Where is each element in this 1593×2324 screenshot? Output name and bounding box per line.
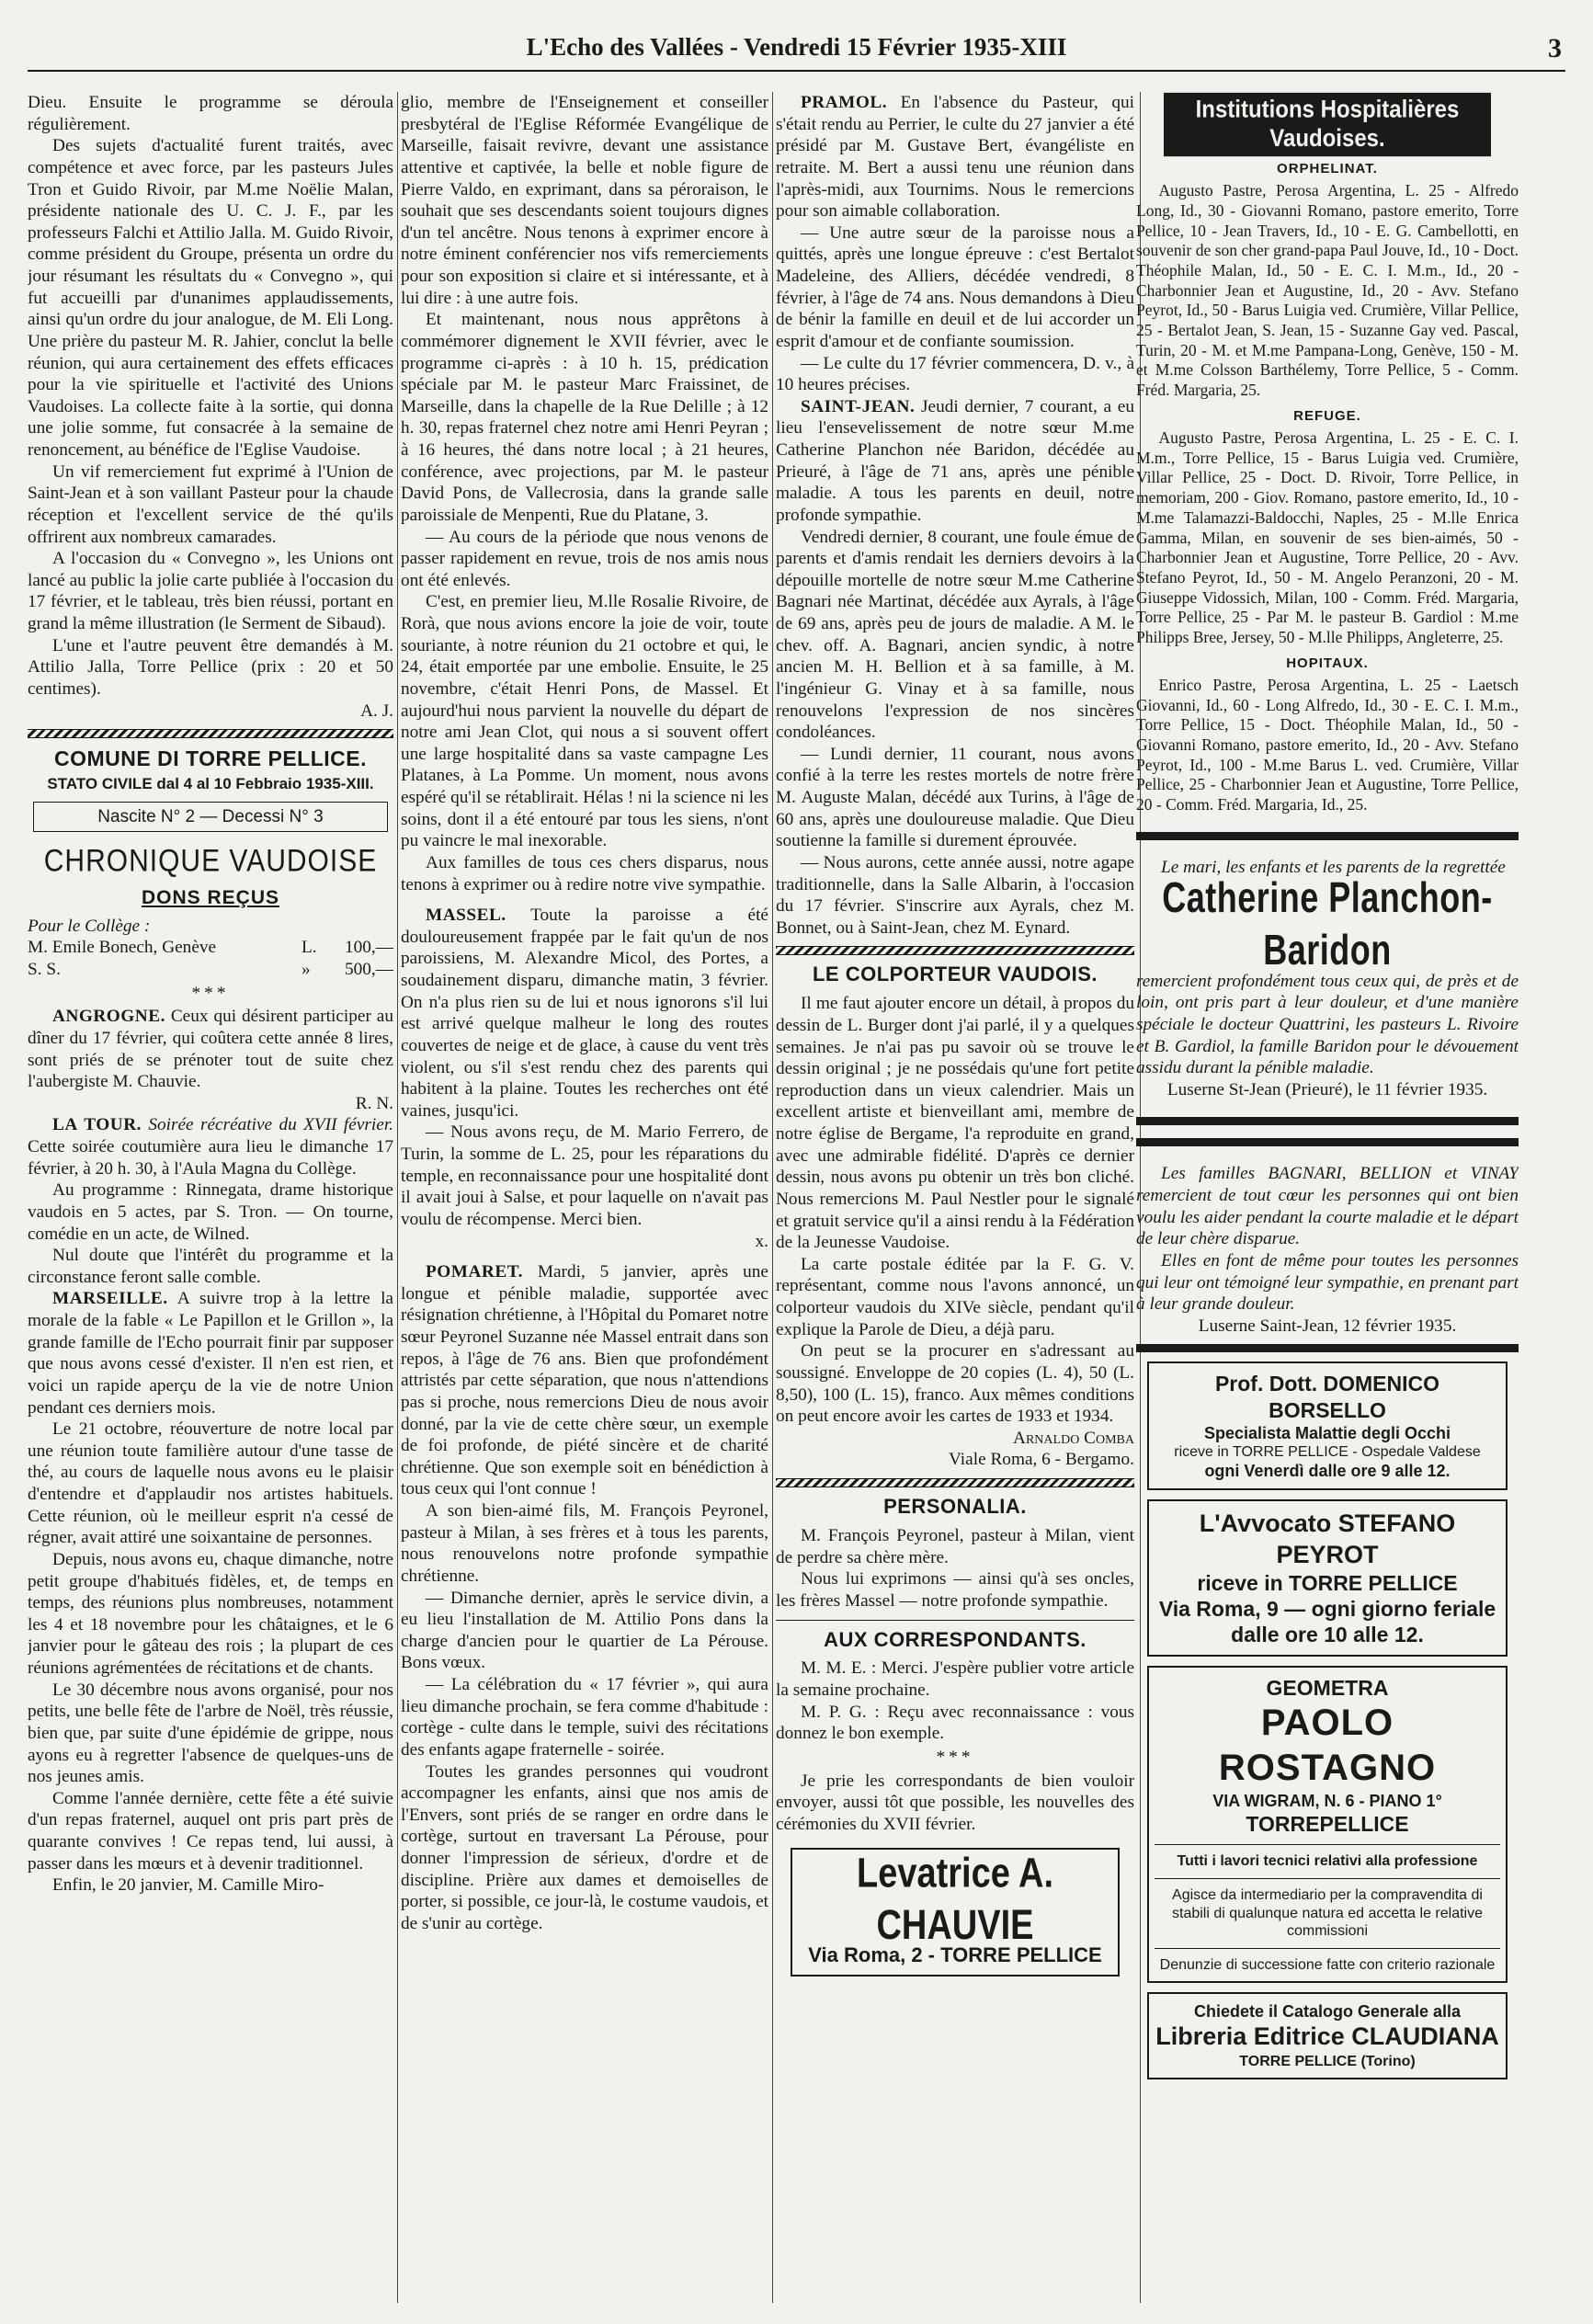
paragraph: — Dimanche dernier, après le service divin, a eu lieu l'installation de M. Attilio Pons dans la charge d'ancien pour le quartier de La Pérouse. Bons vœux. — [401, 1588, 768, 1673]
black-rule — [1136, 1117, 1519, 1125]
commune-title: COMUNE DI TORRE PELLICE. — [54, 746, 367, 771]
institutions-heading: Institutions Hospitalières Vaudoises. — [1164, 93, 1491, 156]
signature: A. J. — [360, 701, 393, 721]
paragraph: — Nous aurons, cette année aussi, notre agape traditionnelle, dans la Salle Albarin, à l'occasion du 17 février. S'inscrire aux Ayrals, chez M. Bonnet, ou à Saint-Jean, chez M. Eynard. — [776, 852, 1134, 938]
ornamental-rule — [776, 946, 1134, 955]
column-1 — [28, 92, 393, 2303]
paragraph: Enfin, le 20 janvier, M. Camille Miro- — [52, 1875, 324, 1896]
paragraph: A l'occasion du « Convegno », les Unions ont lancé au public la jolie carte publiée à l'occasion du 17 février, et le tableau, très bien réussi, portant en grand la même illustration (le Serment de Sibaud). — [28, 549, 393, 633]
paragraph: Comme l'année dernière, cette fête a été suivie d'un repas fraternel, auquel ont pris part près de quarante convives ! Ce repas tend, lui aussi, à passer dans les mœurs et à devenir traditionnel. — [28, 1788, 393, 1874]
paragraph: Toutes les grandes personnes qui voudront accompagner les enfants, ainsi que nos amis de l'Envers, sont priés de se ranger en ordre dans le cortège, surtout en traversant La Pérouse, pour donner l'impression de sérieux, d'ordre et de discipline. Prière aux dames et demoiselles de porter, si possible, ce jour-là, le costume vaudois, et de s'unir au cortège. — [401, 1761, 768, 1933]
article-angrogne: ANGROGNE. Ceux qui désirent participer au dîner du 17 février, qui coûtera cette année 8 lires, sont priés de se prénoter tout de suite chez l'aubergiste M. Chauvie. — [28, 1007, 393, 1092]
gift-row: S. S. » 500,— — [28, 960, 393, 980]
divider — [776, 1620, 1134, 1621]
notice2-p2: Elles en font de même pour toutes les personnes qui leur ont témoigné leur sympathie, en prenant part à leur grande douleur. — [1136, 1250, 1519, 1315]
black-rule — [1136, 832, 1519, 840]
paragraph: Aux familles de tous ces chers disparus, nous tenons à exprimer ou à redire notre vive sympathie. — [401, 852, 768, 894]
hopitaux-list: Enrico Pastre, Perosa Argentina, L. 25 - Laetsch Giovanni, Id., 60 - Long Alfredo, Id., 30 - E. C. I. M.m., Torre Pellice, 15 - Doct. Théophile Malan, Id., 50 - Giovanni Romano, pastore emerito, Id., 20 - Avv. Stefano Peyrot, Id., 100 - M.me Barus L. ved. Crumière, Villar Pellice, 25 - Charbonnier Jean et Augustine, Torre Pellice, 20 - Comm. Fréd. Margaria, Id., 25. — [1136, 676, 1519, 815]
paragraph: M. François Peyronel, pasteur à Milan, vient de perdre sa chère mère. — [776, 1526, 1134, 1567]
chronique-heading: CHRONIQUE VAUDOISE — [43, 843, 378, 879]
column-2 — [401, 92, 768, 2303]
black-rule — [1136, 1344, 1519, 1352]
paragraph: Le 30 décembre nous avons organisé, pour nos petits, une belle fête de l'arbre de Noël, très réussie, bien que, par suite d'une épidémie de grippe, nous ayons eu à regretter l'absence de quelques-uns de nos jeunes amis. — [28, 1680, 393, 1787]
personalia-heading: PERSONALIA. — [883, 1495, 1027, 1519]
paragraph: — La célébration du « 17 février », qui aura lieu dimanche prochain, se fera comme d'habitude : cortège - culte dans le temple, suivi des récitations des enfants agape fraternelle - soirée. — [401, 1675, 768, 1760]
paragraph: — Une autre sœur de la paroisse nous a quittés, après une longue épreuve : c'est Bertalot Madeleine, des Alliers, décédée vendredi, 8 février, à l'âge de 74 ans. Nous demandons à Dieu de bénir la famille en deuil et de lui accorder un esprit d'amour et de confiante soumission. — [776, 222, 1134, 351]
orphelinat-list: Augusto Pastre, Perosa Argentina, L. 25 - Alfredo Long, Id., 30 - Giovanni Romano, pastore emerito, Torre Pellice, 10 - Jean Travers, Id., 10 - E. G. Cambellotti, en souvenir de son cher grand-papa Paul Jouve, Id., 10 - Doct. Théophile Malan, Id., 50 - E. C. I. M.m., Id., 20 - Charbonnier Jean et Augustine, Id., 20 - Avv. Stefano Peyrot, Id., 50 - Barus Luigia ved. Crumière, Villar Pellice, 25 - Bertalot Jean, S. Jean, 15 - Suzanne Gay ved. Pascal, Turin, 20 - M. et M.me Pampana-Long, Genève, 150 - M. et M.me Colsson Barthélemy, Torre Pellice, 5 - Comm. Fréd. Margaria, 25. — [1136, 181, 1519, 400]
paragraph: Dieu. Ensuite le programme se déroula régulièrement. — [28, 93, 393, 134]
paragraph: glio, membre de l'Enseignement et conseiller presbytéral de l'Eglise Réformée Evangélique de Marseille, faisait revivre, devant une assistance attentive et captivée, la belle et noble figure de Pierre Valdo, en exprimant, dans sa péroraison, le souhait que ses descendants soient toujours dignes d'un tel ancêtre. Nous tenons à exprimer encore à notre éminent conférencier nos vifs remerciements pour son exposition si claire et si intéressante, et à lui dire : à une autre fois. — [401, 93, 768, 308]
black-rule — [1136, 1138, 1519, 1146]
notice-place: Luserne St-Jean (Prieuré), le 11 février 1935. — [1166, 1079, 1488, 1099]
paragraph: Je prie les correspondants de bien vouloir envoyer, aussi tôt que possible, les nouvelles des cérémonies du XVII février. — [776, 1771, 1134, 1834]
correspondants-heading: AUX CORRESPONDANTS. — [824, 1627, 1087, 1651]
masthead — [28, 33, 1565, 72]
ornamental-rule — [28, 729, 393, 738]
paragraph: Nul doute que l'intérêt du programme et la circonstance feront salle comble. — [28, 1246, 393, 1287]
column-3 — [776, 92, 1134, 2303]
signature: x. — [755, 1231, 768, 1251]
paragraph: — Lundi dernier, 11 courant, nous avons confié à la terre les restes mortels de notre frère M. Auguste Malan, décédé aux Turins, à l'âge de 60 ans, après une douloureuse maladie. Que Dieu soutienne la famille si durement éprouvée. — [776, 744, 1134, 851]
advert-claudiana: Chiedete il Catalogo Generale alla Libreria Editrice CLAUDIANA TORRE PELLICE (Torino) — [1147, 1992, 1508, 2079]
advert-peyrot: L'Avvocato STEFANO PEYROT riceve in TORRE PELLICE Via Roma, 9 — ogni giorno feriale dalle ore 10 alle 12. — [1147, 1499, 1508, 1657]
article-marseille: MARSEILLE. A suivre trop à la lettre la morale de la fable « Le Papillon et le Grillon », la grande famille de l'Echo pourrait finir par supposer que nous avons cessé d'exister. Il n'en est rien, et voici un rapide aperçu de la vie de notre Union pendant ces derniers mois. — [28, 1289, 393, 1418]
advert-borsello: Prof. Dott. DOMENICO BORSELLO Specialista Malattie degli Occhi riceve in TORRE PELLICE - Ospedale Valdese ogni Venerdì dalle ore 9 alle 12. — [1147, 1361, 1508, 1490]
paragraph: Un vif remerciement fut exprimé à l'Union de Saint-Jean et à son vaillant Pasteur pour la chaude réception et l'excellent service de thé qu'ils offrirent aux nombreux camarades. — [28, 461, 393, 547]
commune-subtitle: STATO CIVILE dal 4 al 10 Febbraio 1935-XIII. — [47, 775, 374, 793]
separator-stars: *** — [936, 1747, 974, 1767]
paragraph: On peut se la procurer en s'adressant au soussigné. Enveloppe de 20 copies (L. 4), 50 (L. 8,50), 100 (L. 15), franco. Aux mêmes conditions on peut encore avoir les cartes de 1933 et 1934. — [776, 1341, 1134, 1427]
article-pramol: PRAMOL. En l'absence du Pasteur, qui s'était rendu au Perrier, le culte du 27 janvier a été présidé par M. Gustave Bert, évangéliste en retraite. M. Bert a aussi tenu une réunion dans l'après-midi, aux Tournims. Nous le remercions pour son aimable collaboration. — [776, 93, 1134, 222]
notice2-place: Luserne Saint-Jean, 12 février 1935. — [1198, 1316, 1457, 1336]
signature: Arnaldo Comba — [1013, 1428, 1134, 1448]
column-4 — [1136, 92, 1519, 2303]
advert-rostagno: GEOMETRA PAOLO ROSTAGNO VIA WIGRAM, N. 6 - PIANO 1° TORREPELLICE Tutti i lavori tecnici relativi alla professione Agisce da intermediario per la compravendita di stabili di qualunque natura ed accetta le relative commissioni Denunzie di successione fatte con criterio razionale — [1147, 1666, 1508, 1983]
hopitaux-heading: HOPITAUX. — [1286, 655, 1369, 671]
article-pomaret: POMARET. Mardi, 5 janvier, après une longue et pénible maladie, supportée avec résignation chrétienne, à l'Hôpital du Pomaret notre sœur Peyronel Suzanne née Massel entrait dans son repos, à l'âge de 76 ans. Bien que profondément attristés par cette séparation, que nous n'attendions pas si proche, nous remercions Dieu de nous avoir donné, par la vie de cette chère sœur, un exemple de foi profonde, de piété sincère et de charité chrétienne. Que son exemple soit en bénédiction à tous ceux qui l'ont connue ! — [401, 1262, 768, 1499]
ornamental-rule — [776, 1478, 1134, 1487]
paragraph: La carte postale éditée par la F. G. V. représentant, comme nous l'avons annoncé, un colporteur vaudois du XIVe siècle, pendant qu'il explique la Parole de Dieu, a déjà paru. — [776, 1254, 1134, 1339]
paragraph: C'est, en premier lieu, M.lle Rosalie Rivoire, de Rorà, que nous avions encore la joie de voir, toute souriante, à notre réunion du 21 octobre et qui, le 24, était emportée par une embolie. Ensuite, le 25 novembre, c'était Henri Pons, de Massel. Et aujourd'hui nous parvient la nouvelle du départ de notre ami Jean Clot, qui nous a si souvent offert une large hospitalité dans sa vaste campagne Les Platanes, à La Pomme. Un moment, nous avons espéré qu'il se rétablirait. Hélas ! ni la science ni les soins, dont il a été entouré par tous les siens, n'ont pu vaincre le mal inexorable. — [401, 592, 768, 851]
masthead-title: L'Echo des Vallées - Vendredi 15 Février 1935-XIII — [526, 33, 1067, 61]
paragraph: Des sujets d'actualité furent traités, avec compétence et avec force, par les pasteurs Jules Tron et Guido Rivoir, par M.me Noëlie Malan, présidente nationale des U. C. J. F., par les professeurs Falchi et Attilio Jalla. M. Guido Rivoir, comme président du Groupe, présenta un ordre du jour résumant les résultats du « Convegno », qui fut accueilli par d'unanimes applaudissements, ainsi qu'un ordre du jour analogue, de M. Eli Long. Une prière du pasteur M. R. Jahier, conclut la belle réunion, qui aura certainement des effets efficaces pour la vie spirituelle et l'activité des Unions Vaudoises. La collecte faite à la sortie, qui donna une jolie somme, fut consacrée à la semaine de renoncement, au bénéfice de l'Eglise Vaudoise. — [28, 136, 393, 460]
notice2-p1: Les familles BAGNARI, BELLION et VINAY remercient de tout cœur les personnes qui ont bien voulu les aider pendant la courte maladie et le départ de leur chère disparue. — [1136, 1164, 1519, 1249]
paragraph: M. M. E. : Merci. J'espère publier votre article la semaine prochaine. — [776, 1658, 1134, 1701]
notice-body: remercient profondément tous ceux qui, de près et de loin, ont pris part à leur douleur, et d'une manière spéciale le docteur Quattrini, les pasteurs L. Rivoire et B. Gardiol, la famille Baridon pour le dévouement assidu durant la pénible maladie. — [1136, 971, 1519, 1078]
paragraph: Vendredi dernier, 8 courant, une foule émue de parents et d'amis rendait les derniers devoirs à la dépouille mortelle de notre sœur M.me Catherine Bagnari née Martinat, décédée aux Ayrals, à l'âge de 69 ans, après peu de jours de maladie. A M. le chev. off. A. Bagnari, ancien syndic, à notre ancien M. H. Bellion et à sa famille, à M. l'ingénieur G. Vinay et à sa famille, nous renouvelons l'expression de nos sincères condoléances. — [776, 527, 1134, 743]
orphelinat-heading: ORPHELINAT. — [1277, 160, 1378, 177]
paragraph: — Le culte du 17 février commencera, D. v., à 10 heures précises. — [776, 353, 1134, 395]
paragraph: — Nous avons reçu, de M. Mario Ferrero, de Turin, la somme de L. 25, pour les réparations du temple, en reconnaissance pour une hospitalité dont il avait joui à Salse, et pour laquelle on n'avait pas voulu de récompense. Merci bien. — [401, 1122, 768, 1229]
notice-intro: Le mari, les enfants et les parents de la regrettée — [1161, 857, 1506, 877]
paragraph: M. P. G. : Reçu avec reconnaissance : vous donnez le bon exemple. — [776, 1702, 1134, 1744]
signature: R. N. — [355, 1093, 393, 1113]
separator-stars: *** — [191, 983, 230, 1003]
article-latour: LA TOUR. Soirée récréative du XVII février. Cette soirée coutumière aura lieu le dimanche 17 février, à 20 h. 30, à l'Aula Magna du Collège. — [28, 1115, 393, 1179]
advert-chauvie: Levatrice A. CHAUVIE Via Roma, 2 - TORRE PELLICE — [791, 1848, 1120, 1977]
column-rule — [772, 92, 773, 2303]
paragraph: Depuis, nous avons eu, chaque dimanche, notre petit groupe d'habitués fidèles, et, de temps en temps, des réunions plus nombreuses, notamment les 4 et 18 novembre pour les châtaignes, et le 6 janvier pour le gâteau des rois ; la plupart de ces réunions agrémentées de récitations et de chants. — [28, 1549, 393, 1679]
dons-intro: Pour le Collège : — [28, 916, 151, 936]
article-saint-jean: SAINT-JEAN. Jeudi dernier, 7 courant, a eu lieu l'ensevelissement de notre sœur M.me Catherine Planchon née Baridon, décédée au Prieuré, à l'âge de 71 ans, après une pénible maladie. A tous les parents en deuil, notre profonde sympathie. — [776, 396, 1134, 525]
refuge-heading: REFUGE. — [1293, 407, 1361, 424]
notice-name: Catherine Planchon-Baridon — [1162, 872, 1493, 975]
paragraph: — Au cours de la période que nous venons de passer rapidement en revue, trois de nos amis nous ont été enlevés. — [401, 527, 768, 590]
article-massel: MASSEL. Toute la paroisse a été douloureusement frappée par le fait qu'un de nos paroissiens, M. Alexandre Micol, des Portes, a soudainement disparu, dimanche matin, 3 février. On n'a plus rien su de lui et nous ignorons s'il lui est arrivé quelque malheur le long des routes couvertes de neige et de glace, à cause du vent très violent, ou s'il s'est rendu chez des parents qui habitent à la plaine. Toutes les recherches ont été vaines, jusqu'ici. — [401, 906, 768, 1121]
civil-status-box: Nascite N° 2 — Decessi N° 3 — [33, 802, 388, 832]
paragraph: Au programme : Rinnegata, drame historique vaudois en 5 actes, par S. Tron. — On tourne, comédie en un acte, de Wilned. — [28, 1180, 393, 1244]
signature-address: Viale Roma, 6 - Bergamo. — [949, 1450, 1134, 1470]
paragraph: Le 21 octobre, réouverture de notre local par une réunion toute familière autour d'une tasse de thé, au cours de laquelle nous avons eu le plaisir d'entendre et d'applaudir nos artistes habituels. Cette réunion, où le meilleur esprit n'a cessé de régner, avait attiré une soixantaine de personnes. — [28, 1419, 393, 1548]
refuge-list: Augusto Pastre, Perosa Argentina, L. 25 - E. C. I. M.m., Torre Pellice, 15 - Barus Luigia ved. Crumière, Villar Pellice, 25 - Doct. D. Rivoir, Torre Pellice, in memoriam, 200 - Giov. Romano, pastore emerito, Id., 10 - M.me Talamazzi-Baldocchi, Naples, 25 - M.lle Enrica Gamma, Milan, en souvenir de ses bien-aimés, 50 - Charbonnier Jean et Augustine, Torre Pellice, 20 - Avv. Stefano Peyrot, Id., 50 - M. Angelo Peranzoni, 20 - M. Giuseppe Vidossich, Milan, 100 - Comm. Fréd. Margaria, Torre Pellice, 25 - Par M. le pasteur B. Gardiol : M.me Philipps Bree, Jersey, 50 - M.lle Philipps, Angleterre, 25. — [1136, 428, 1519, 646]
paragraph: Il me faut ajouter encore un détail, à propos du dessin de L. Burger dont j'ai parlé, il y a quelques semaines. Je n'ai pas pu savoir où se trouve le dessin original ; je ne possédais qu'une fort petite reproduction dans un vieux calendrier. Mais un excellent artiste et bienveillant ami, membre de notre église de Bergame, l'a reproduite en grand, avec une admirable fidélité. D'après ce dernier dessin, nous avons pu obtenir un très bon cliché. Nous remercions M. Paul Nestler pour le signalé et gratuit service qu'il a ainsi rendu à la Fédération de la Jeunesse Vaudoise. — [776, 994, 1134, 1253]
dons-heading: DONS REÇUS — [141, 887, 280, 909]
paragraph: Nous lui exprimons — ainsi qu'à ses oncles, les frères Massel — notre profonde sympathie. — [776, 1569, 1134, 1611]
column-rule — [397, 92, 398, 2303]
paragraph: Et maintenant, nous nous apprêtons à commémorer dignement le XVII février, avec le programme ci-après : à 10 h. 15, prédication spéciale par M. le pasteur Marc Fraissinet, de Marseille, dans la chapelle de la Rue Delille ; à 12 h. 30, repas fraternel chez notre ami Henri Peyran ; à 16 heures, thé dans notre local ; à 21 heures, conférence, avec projections, par M. le pasteur David Pons, de Vallecrosia, dans la grande salle paroissiale de Menpenti, Rue du Platane, 3. — [401, 310, 768, 525]
page-number: 3 — [1548, 33, 1562, 63]
colporteur-heading: LE COLPORTEUR VAUDOIS. — [812, 963, 1098, 986]
paragraph: A son bien-aimé fils, M. François Peyronel, pasteur à Milan, à ses frères et à tous les parents, nous renouvelons notre profonde sympathie chrétienne. — [401, 1501, 768, 1586]
gift-row: M. Emile Bonech, Genève L. 100,— — [28, 938, 393, 958]
paragraph: L'une et l'autre peuvent être demandés à M. Attilio Jalla, Torre Pellice (prix : 20 et 50 centimes). — [28, 635, 393, 699]
